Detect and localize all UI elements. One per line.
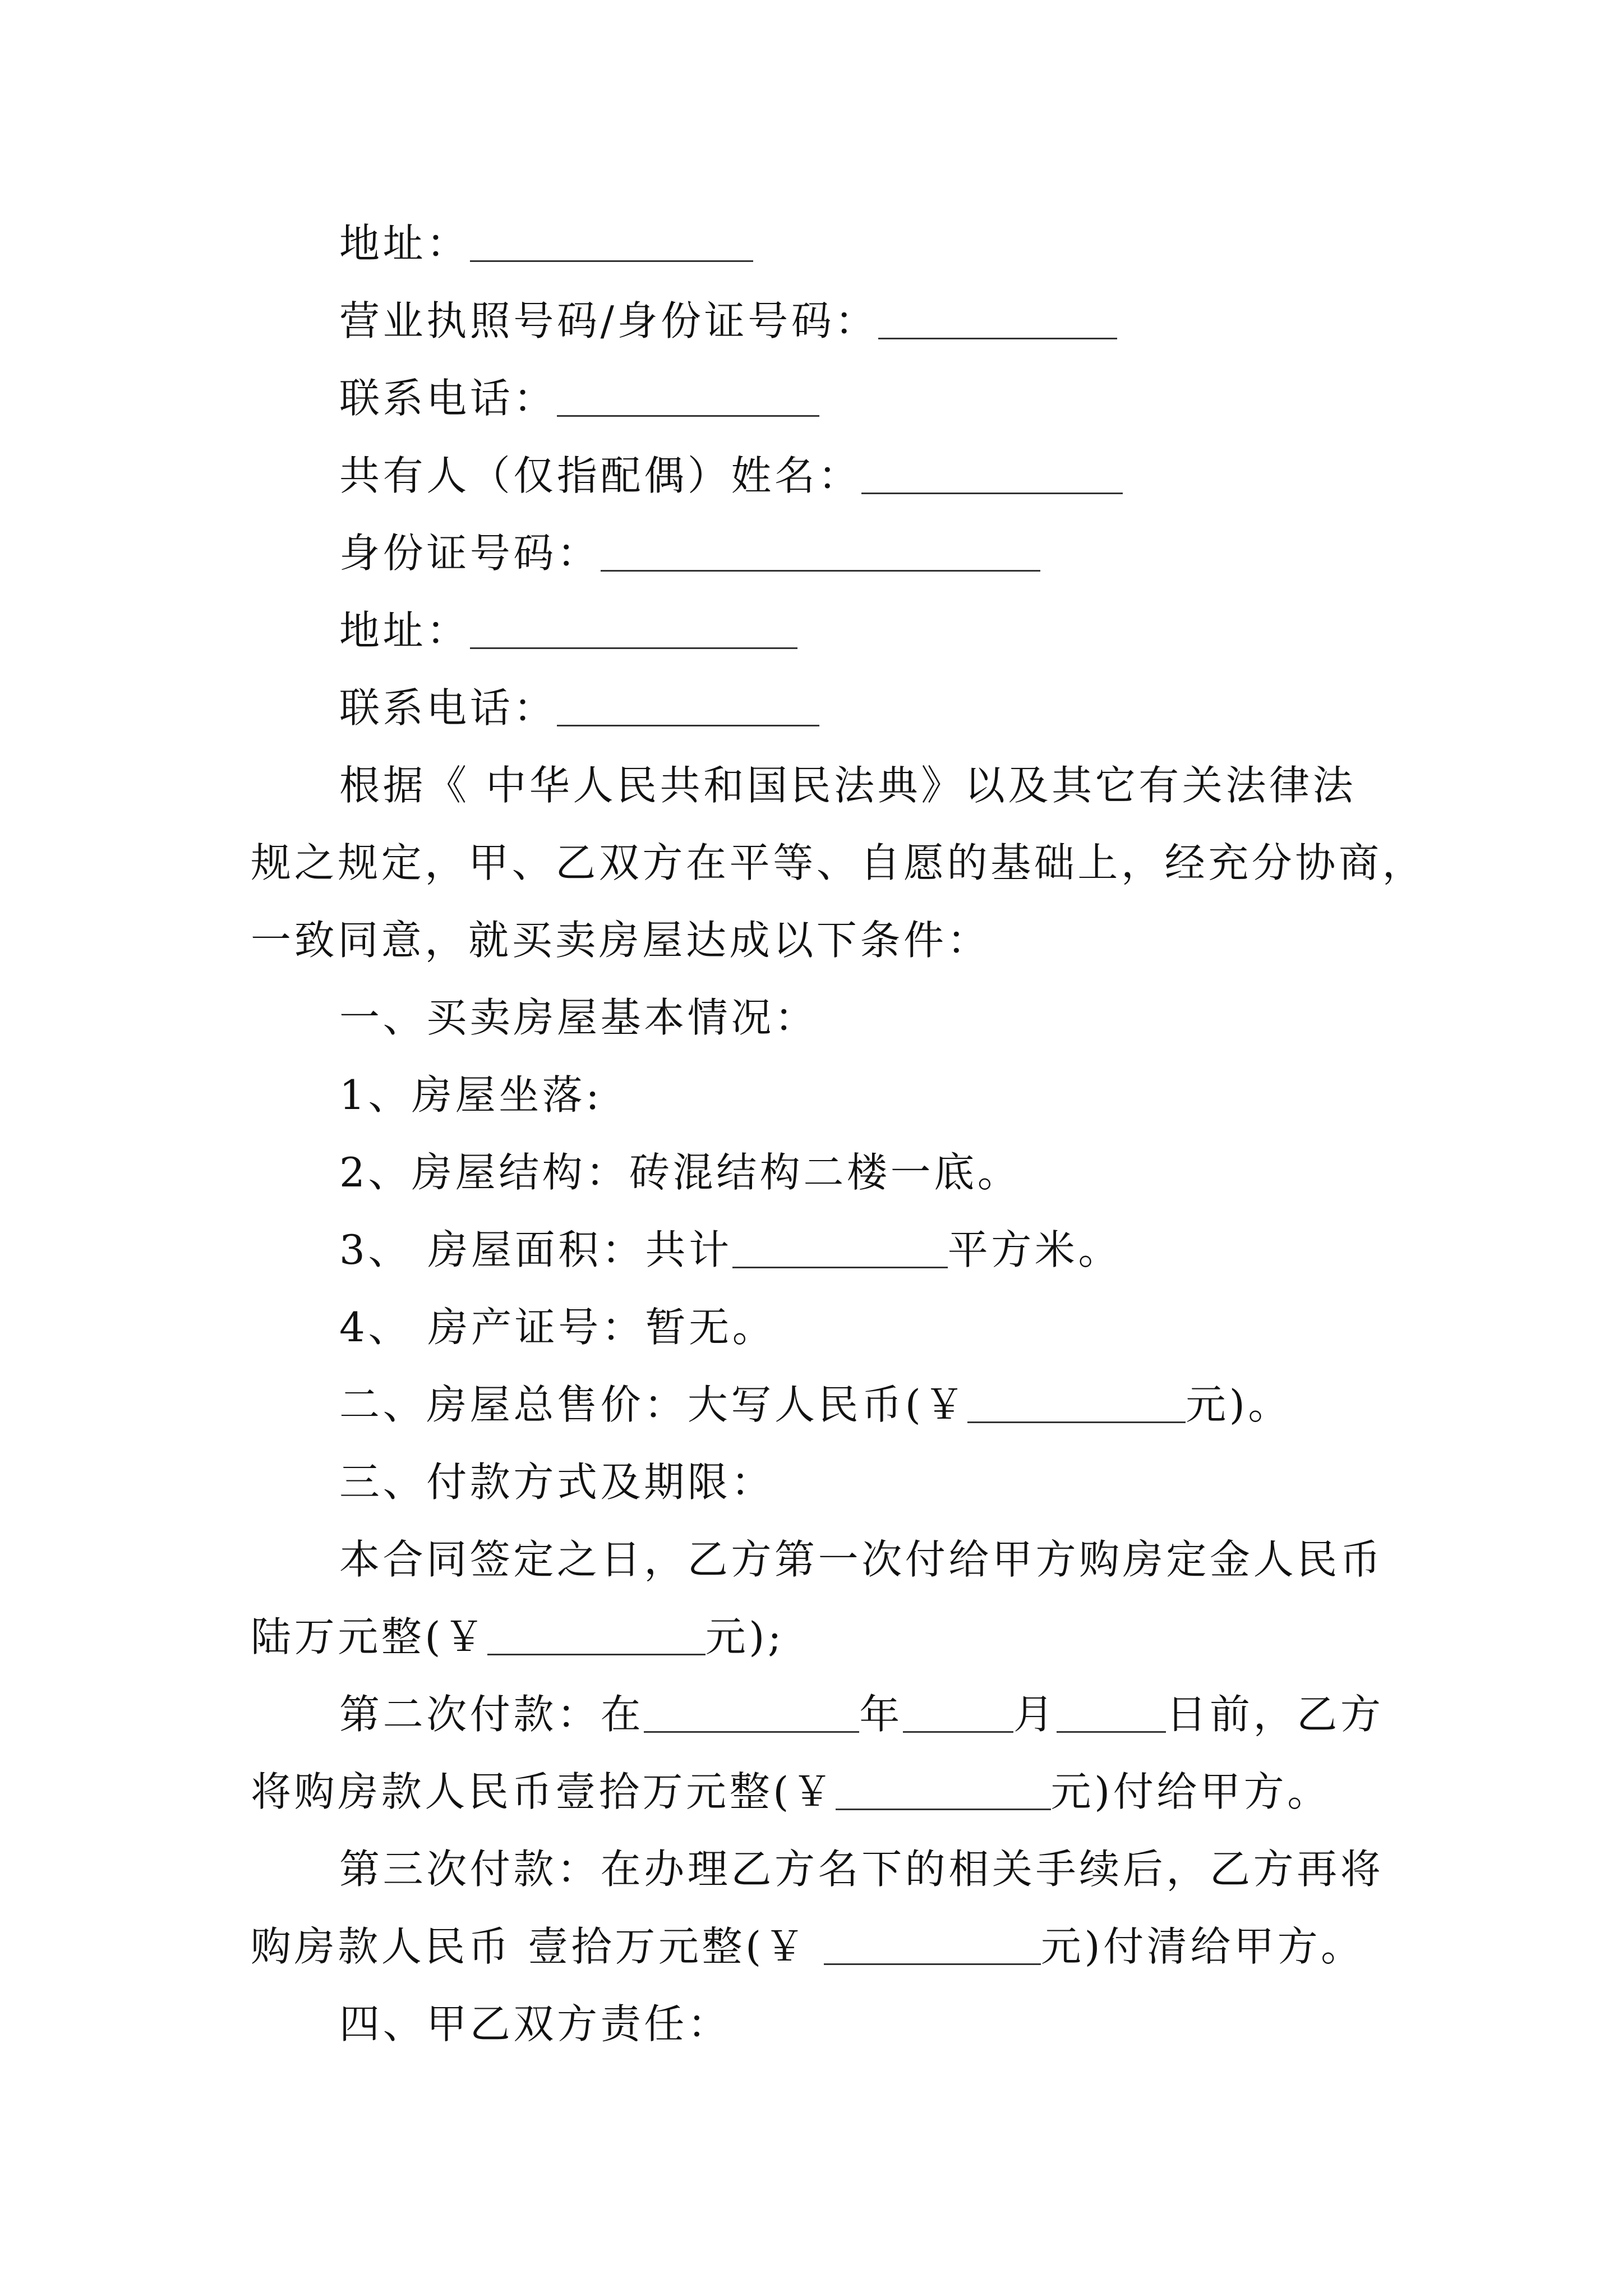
month-label: 月 [1013,1691,1057,1738]
second-payment-line [251,1753,1541,1830]
contract-page [251,205,1541,2063]
section-basic-info [251,979,1541,1366]
house-area-blank [732,1267,948,1268]
id-number-row [251,282,1541,360]
section-1-heading [251,979,1541,1056]
third-payment-line [251,1830,1541,1908]
house-location-row [251,1056,1541,1134]
deposit-text: 本合同签定之日，乙方第一次付给甲方购房定金人民币 [339,1536,1384,1583]
co-owner-name-blank [861,493,1123,494]
second-payment-amount-blank [836,1809,1051,1810]
year-blank [644,1731,859,1733]
third-payment-amount-suffix: 元)付清给甲方。 [1040,1923,1364,1970]
section-4-heading-text: 四、甲乙双方责任： [339,2000,731,2047]
co-owner-address-blank [470,647,797,649]
house-structure-row [251,1134,1541,1211]
total-price-prefix: 二、房屋总售价：大写人民币(￥ [339,1381,968,1428]
section-3-heading [251,1443,1541,1521]
co-owner-phone-label: 联系电话： [339,684,557,731]
co-owner-id-row [251,514,1541,592]
address-row [251,205,1541,282]
total-price-row [251,1366,1541,1443]
section-4-heading [251,1985,1541,2063]
preamble-text: 规之规定，甲、乙双方在平等、自愿的基础上，经充分协商， [251,839,1426,886]
house-certificate-row [251,1289,1541,1366]
second-payment-amount-suffix: 元)付给甲方。 [1050,1768,1331,1815]
preamble-line [251,824,1541,901]
section-responsibilities [251,1985,1541,2063]
preamble-line [251,901,1541,979]
section-3-heading-text: 三、付款方式及期限： [339,1458,775,1506]
house-location-text: 1、房屋坐落: [339,1071,603,1119]
month-blank [903,1731,1013,1733]
address-label: 地址： [339,220,470,267]
house-certificate-text: 4、 房产证号：暂无。 [339,1304,776,1351]
house-area-prefix: 3、 房屋面积：共计 [339,1226,732,1273]
preamble-paragraph [251,747,1541,979]
deposit-amount-suffix: 元); [705,1613,785,1660]
deposit-line [251,1598,1541,1676]
preamble-line [251,747,1541,824]
second-payment-amount-prefix: 将购房款人民币壹拾万元整(￥ [251,1768,836,1815]
third-payment-amount-prefix: 购房款人民币 壹拾万元整(￥ [251,1923,824,1970]
second-payment-prefix: 第二次付款：在 [339,1691,644,1738]
section-total-price [251,1366,1541,1443]
deposit-amount-blank [487,1654,706,1655]
house-structure-text: 2、房屋结构：砖混结构二楼一底。 [339,1149,1021,1196]
co-owner-name-row [251,437,1541,514]
party-info [251,205,1541,747]
house-area-row [251,1211,1541,1289]
deposit-line [251,1521,1541,1598]
co-owner-phone-blank [557,725,819,726]
co-owner-id-label: 身份证号码： [339,530,601,577]
house-area-suffix: 平方米。 [947,1226,1122,1273]
day-suffix: 日前，乙方 [1166,1691,1384,1738]
preamble-text: 一致同意，就买卖房屋达成以下条件： [251,917,991,964]
co-owner-id-blank [601,570,1040,572]
year-label: 年 [859,1691,903,1738]
phone-label: 联系电话： [339,375,557,422]
day-blank [1057,1731,1166,1733]
id-number-blank [878,338,1117,339]
co-owner-phone-row [251,669,1541,747]
phone-blank [557,415,819,417]
co-owner-address-label: 地址： [339,607,470,654]
id-number-label: 营业执照号码/身份证号码： [339,297,879,344]
total-price-blank [967,1421,1186,1423]
second-payment-line [251,1676,1541,1753]
third-payment-amount-blank [824,1963,1041,1965]
section-1-heading-text: 一、买卖房屋基本情况： [339,994,818,1041]
address-blank [470,260,753,262]
preamble-text: 根据《 中华人民共和国民法典》以及其它有关法律法 [339,762,1357,809]
co-owner-name-label: 共有人（仅指配偶）姓名： [339,452,862,499]
phone-row [251,360,1541,437]
total-price-suffix: 元)。 [1186,1381,1292,1428]
co-owner-address-row [251,592,1541,669]
section-payment [251,1443,1541,1985]
third-payment-text: 第三次付款：在办理乙方名下的相关手续后，乙方再将 [339,1846,1384,1893]
deposit-amount-prefix: 陆万元整(￥ [251,1613,487,1660]
third-payment-line [251,1908,1541,1985]
